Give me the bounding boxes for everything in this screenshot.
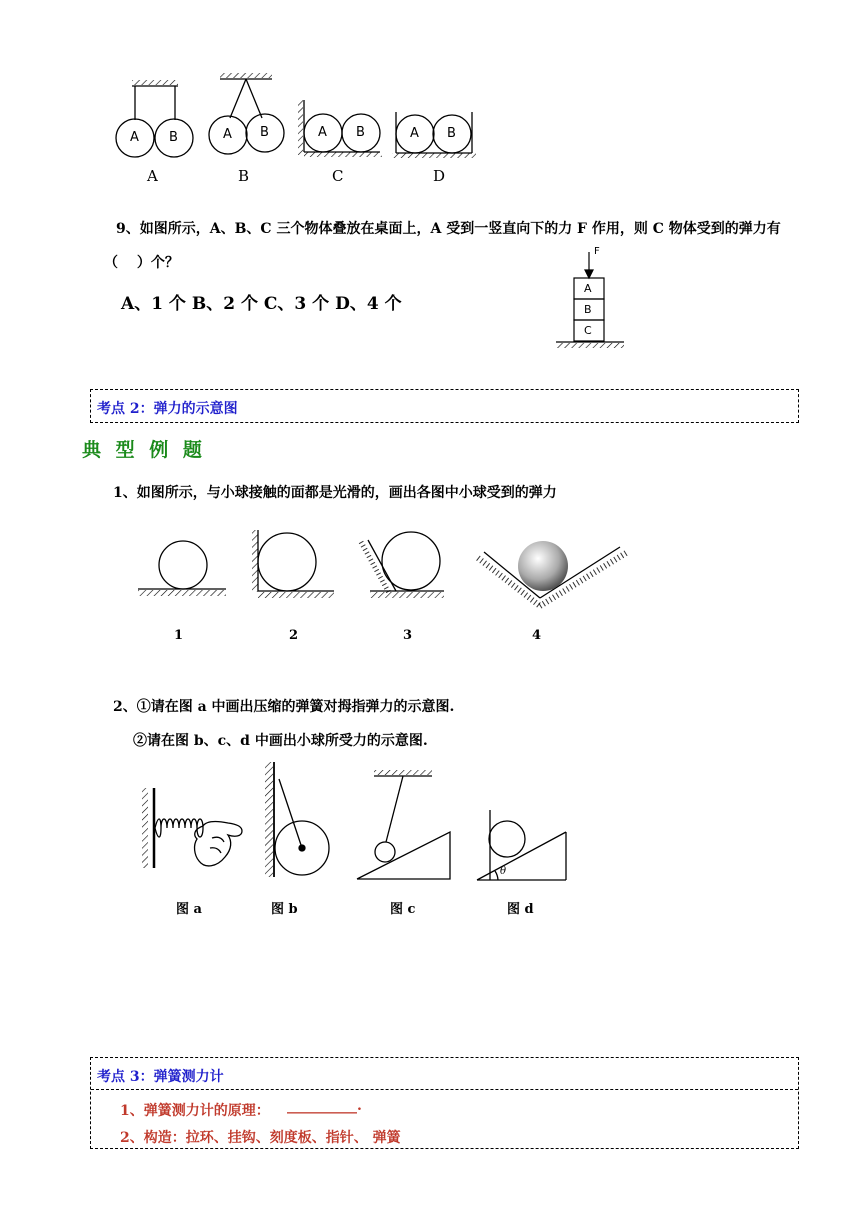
ex2-fig-b — [265, 762, 329, 877]
ex2-label-b: 图 b — [271, 902, 298, 917]
ex2-theta: θ — [500, 866, 507, 877]
ex2-fig-c — [357, 770, 450, 879]
ex2-fig-a — [142, 788, 242, 868]
ex2-line1: 2、①请在图 a 中画出压缩的弹簧对拇指弹力的示意图. — [113, 699, 455, 715]
q9-blank: （ ）个？ — [104, 255, 179, 271]
ball-letter-b: B — [356, 125, 365, 140]
ex1-text: 1、如图所示，与小球接触的面都是光滑的，画出各图中小球受到的弹力 — [113, 485, 557, 501]
ex1-label-4: 4 — [532, 628, 542, 643]
top-label-a: A — [147, 167, 158, 185]
ball-letter-b: B — [169, 130, 178, 145]
ex1-fig-1 — [138, 541, 226, 596]
kp3-blank: __________. — [287, 1098, 362, 1114]
kp2-box — [90, 389, 799, 423]
ball-letter-a: A — [130, 130, 139, 145]
q9-block-b: B — [584, 303, 592, 316]
ex2-label-c: 图 c — [390, 902, 416, 917]
ex1-fig-2 — [252, 530, 334, 598]
ball-letter-b: B — [447, 126, 456, 141]
top-label-c: C — [332, 167, 344, 185]
kp3-item2: 2、构造：拉环、挂钩、刻度板、指针、 弹簧 — [120, 1130, 401, 1146]
ex1-fig-3 — [361, 532, 444, 598]
kp3-divider — [91, 1089, 798, 1090]
kp2-title: 考点 2：弹力的示意图 — [97, 401, 238, 417]
kp3-item1: 1、弹簧测力计的原理： — [120, 1103, 270, 1119]
ball-letter-a: A — [223, 127, 232, 142]
ball-letter-a: A — [318, 125, 327, 140]
ex1-label-2: 2 — [289, 628, 299, 643]
ex2-label-a: 图 a — [176, 902, 202, 917]
q9-text: 9、如图所示，A、B、C 三个物体叠放在桌面上，A 受到一竖直向下的力 F 作用，则 C 物体受到的弹力有 — [116, 221, 781, 237]
q9-block-c: C — [584, 324, 592, 337]
fig-top-b — [209, 73, 284, 154]
kp3-title: 考点 3：弹簧测力计 — [97, 1069, 224, 1085]
q9-options: A、1 个 B、2 个 C、3 个 D、4 个 — [121, 294, 402, 314]
fig-top-a — [116, 80, 193, 157]
ball-letter-b: B — [260, 125, 269, 140]
ex1-fig-4 — [478, 541, 626, 606]
ex2-label-d: 图 d — [507, 902, 534, 917]
ball-letter-a: A — [410, 126, 419, 141]
ex2-line2: ②请在图 b、c、d 中画出小球所受力的示意图. — [133, 733, 428, 749]
q9-block-a: A — [584, 282, 592, 295]
top-label-d: D — [433, 167, 446, 185]
top-label-b: B — [238, 167, 250, 185]
ex1-label-3: 3 — [403, 628, 413, 643]
fig-top-d — [392, 112, 476, 158]
q9-force-label: F — [594, 246, 600, 257]
fig-top-c — [298, 100, 382, 157]
ex2-fig-d — [477, 810, 566, 880]
section-title: 典 型 例 题 — [82, 439, 206, 461]
kp3-box — [90, 1057, 799, 1149]
ex1-label-1: 1 — [174, 628, 184, 643]
